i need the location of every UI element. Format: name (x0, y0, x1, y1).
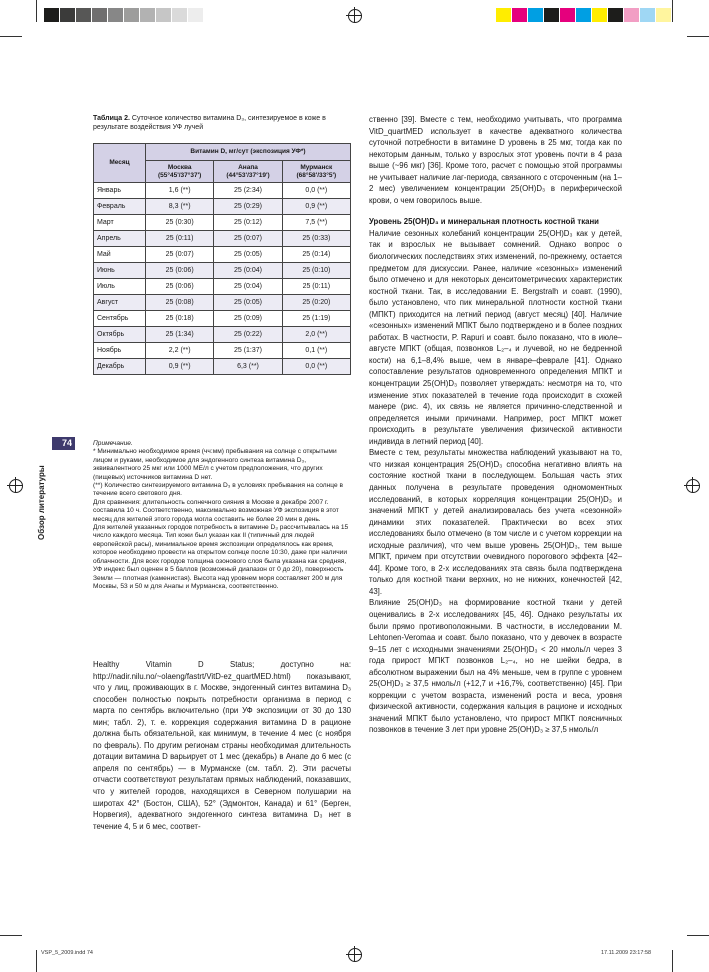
value-cell: 8,3 (**) (146, 199, 214, 215)
color-swatch (640, 8, 656, 22)
value-cell: 25 (1:19) (282, 311, 350, 327)
registration-mark-left-icon (9, 479, 23, 493)
month-cell: Март (94, 215, 146, 231)
crop-mark (36, 0, 37, 22)
color-calibration-bars (496, 8, 672, 22)
value-cell: 0,9 (**) (146, 359, 214, 375)
paragraph: ственно [39]. Вместе с тем, необходимо учитывать, что программа VitD_quartMED использует в качестве адекватного количества суточной потребности в витамине D уровень в 25 мкг, тогда как по некоторым данным, только у взрослых этот уровень почти в 4 раза выше (~96 мкг) [36]. Кроме того, расчет с помощью этой программы не учитывает наличие лаг-периода, связанного с отсроченным (на 1–2 мес) увеличением концентрации 25(OH)D₃ в периферической крови, о чем говорилось выше. (369, 115, 622, 205)
month-cell: Апрель (94, 231, 146, 247)
value-cell: 25 (0:06) (146, 263, 214, 279)
value-cell: 25 (0:30) (146, 215, 214, 231)
value-cell: 25 (0:06) (146, 279, 214, 295)
month-cell: Февраль (94, 199, 146, 215)
color-swatch (624, 8, 640, 22)
note-line: * Минимально необходимое время (чч:мм) пребывания на солнце с открытыми лицом и руками, необходимое для эндогенного синтеза витамина D₃, эквивалентного 25 мкг или 1000 МЕ/л с учетом предположения, что других (пищевых) источников витамина D нет. (93, 448, 337, 481)
value-cell: 25 (0:12) (214, 215, 282, 231)
table-row (94, 263, 351, 279)
crop-mark (0, 36, 22, 37)
color-swatch (656, 8, 672, 22)
table-row (94, 359, 351, 375)
month-cell: Ноябрь (94, 343, 146, 359)
table-row (94, 215, 351, 231)
value-cell: 2,0 (**) (282, 327, 350, 343)
color-swatch (544, 8, 560, 22)
color-swatch (528, 8, 544, 22)
crop-mark (36, 950, 37, 972)
table-row (94, 311, 351, 327)
month-cell: Январь (94, 183, 146, 199)
registration-mark-bottom-icon (348, 948, 362, 962)
paragraph: Наличие сезонных колебаний концентрации 25(OH)D₃ как у детей, так и взрослых не вызывает сомнений. Однако вопрос о биологических последствиях этих изменений, по-прежнему, остается предметом для дискуссии. Ранее, наличие «сезонных» изменений было отмечено и для некоторых денситометрических характеристик костной ткани. Так, в исследовании E. Bergstralh и соавт. (1990), было установлено, что пик минеральной плотности костной ткани (МПКТ) приходится на летний период (август месяц) [40]. Наличие «сезонных» изменений МПКТ было подтверждено и в более поздних работах. В частности, P. Rapuri и соавт. было показано, что в июле–августе МПКТ (общая, позвонков L₂–₄ и лучевой, но не бедренной кости) на 6,1–8,4% выше, чем в январе–феврале [41]. Однако сопоставление результатов одновременного определения МПКТ и концентрации 25(OH)D₃ позволяет утверждать: несмотря на то, что изменение этих показателей в течение года происходит в схожей манере (рис. 4), их связь не является причинно-следственной и определяется иными причинами. Например, рост МПКТ может происходить в результате увеличения физической активности индивида в летний период [40]. (369, 228, 622, 446)
value-cell: 25 (0:29) (214, 199, 282, 215)
month-cell: Август (94, 295, 146, 311)
color-swatch (496, 8, 512, 22)
crop-mark (672, 0, 673, 22)
footer-timestamp: 17.11.2009 23:17:58 (601, 950, 652, 956)
value-cell: 7,5 (**) (282, 215, 350, 231)
value-cell: 25 (0:18) (146, 311, 214, 327)
note-line: Для жителей указанных городов потребность в витамине D₃ рассчитывалась на 15 число каждого месяца. Тип кожи был указан как II (типичный для людей европейской расы), минимальное время экспозиции определялось как время, которое необходимо провести на открытом солнце после 10:30, даже при наличии облачности. Для всех городов толщина озонового слоя была указана как средняя, УФ индекс был оценен в 5 баллов (возможный диапазон от 0 до 20), поверхность Земли — плотная (каменистая). Высота над уровнем моря составляет 200 м для Москвы, 53 и 50 м для Анапы и Мурманска, соответственно. (93, 524, 349, 590)
value-cell: 25 (0:10) (282, 263, 350, 279)
header-city-murmansk: Мурманск (68°58'/33°5') (282, 161, 350, 183)
month-cell: Июнь (94, 263, 146, 279)
month-cell: Декабрь (94, 359, 146, 375)
gray-calibration-bars (44, 8, 204, 22)
value-cell: 25 (0:11) (146, 231, 214, 247)
registration-mark-right-icon (686, 479, 700, 493)
value-cell: 25 (0:07) (146, 247, 214, 263)
header-city-anapa: Анапа (44°53'/37°19') (214, 161, 282, 183)
value-cell: 25 (0:05) (214, 247, 282, 263)
note-line: Для сравнения: длительность солнечного сияния в Москве в декабре 2007 г. составила 10 ч. Соответственно, максимально возможная УФ экспозиция в этот месяц для жителей этого города могла составить не более 20 мин в день. (93, 498, 339, 523)
crop-mark (687, 935, 709, 936)
right-column-text (369, 114, 622, 736)
value-cell: 25 (1:37) (214, 343, 282, 359)
value-cell: 25 (0:09) (214, 311, 282, 327)
footer-file-info: VSP_5_2009.indd 74 (41, 950, 93, 956)
color-swatch (140, 8, 156, 22)
table-row (94, 183, 351, 199)
value-cell: 6,3 (**) (214, 359, 282, 375)
value-cell: 25 (0:11) (282, 279, 350, 295)
value-cell: 25 (1:34) (146, 327, 214, 343)
color-swatch (76, 8, 92, 22)
crop-mark (687, 36, 709, 37)
table-caption-number: Таблица 2. (93, 115, 130, 122)
month-cell: Сентябрь (94, 311, 146, 327)
note-line: Примечание. (93, 440, 133, 447)
value-cell: 1,6 (**) (146, 183, 214, 199)
table-row (94, 343, 351, 359)
table-row (94, 327, 351, 343)
paragraph: Влияние 25(OH)D₃ на формирование костной ткани у детей оценивались в 2-х исследованиях [45, 46]. Однако результаты их были прямо противоположными. В частности, в исследовании M. Lehtonen-Veromaa и соавт. было показано, что у девочек в возрасте 9–15 лет с исходными значениями 25(OH)D₃ < 20 нмоль/л через 3 года прирост МПКТ позвонков L₂–₄, но не шейки бедра, в абсолютном выражении был на 4% меньше, чем в группе с уровнем 25(OH)D₃ ≥ 37,5 нмоль/л (+12,7 и +16,7%, соответственно) [45]. При коррекции с учетом возраста, изменений роста и веса, уровня физической активности, содержания кальция в рационе и исходных значений МПКТ было установлено, что прирост МПКТ поясничных позвонков в течение 3 лет при уровне 25(OH)D₃ ≥ 37,5 нмоль/л (369, 598, 622, 735)
table-row (94, 295, 351, 311)
color-swatch (172, 8, 188, 22)
header-month: Месяц (94, 144, 146, 183)
paragraph: Healthy Vitamin D Status; доступно на: http://nadir.nilu.no/~olaeng/fastrt/VitD-ez_quartMED.html) показывают, что у лиц, проживающих в г. Москве, эндогенный синтез витамина D₃ способен полностью покрыть потребности организма в период с марта по сентябрь включительно (при УФ экспозиции от 30 до 130 мин; табл. 2), т. е. коррекция содержания витамина D в рационе должна быть обязательной, как минимум, в течение 4 мес (с ноября по февраль). По другим регионам страны необходимая длительность дотации витамина D варьирует от 1 мес (декабрь) в Анапе до 6 мес (с апреля по сентябрь) — в Мурманске (см. табл. 2). Эти расчеты отчасти соответствуют результатам прямых наблюдений, показавших, что у жителей городов, находящихся в Северном полушарии на широтах 42° (Бостон, США), 52° (Эдмонтон, Канада) и 61° (Берген, Норвегия), адекватного эндогенного синтеза витамина D₃ нет в течение 4, 5 и 6 мес, соответ- (93, 660, 351, 831)
color-swatch (608, 8, 624, 22)
color-swatch (108, 8, 124, 22)
table-notes (93, 440, 351, 591)
note-line: (**) Количество синтезируемого витамина D₃ в условиях пребывания на солнце в течение всего светового дня. (93, 482, 343, 498)
table-row (94, 247, 351, 263)
value-cell: 25 (0:07) (214, 231, 282, 247)
table-caption (93, 114, 351, 132)
color-swatch (156, 8, 172, 22)
value-cell: 25 (0:20) (282, 295, 350, 311)
color-swatch (576, 8, 592, 22)
color-swatch (92, 8, 108, 22)
value-cell: 0,9 (**) (282, 199, 350, 215)
header-vitamin-group: Витамин D, мг/сут (экспозиция УФ*) (146, 144, 351, 161)
color-swatch (44, 8, 60, 22)
month-cell: Июль (94, 279, 146, 295)
value-cell: 25 (0:22) (214, 327, 282, 343)
crop-mark (0, 935, 22, 936)
table-caption-text: Суточное количество витамина D₃, синтезируемое в коже в результате воздействия УФ лучей (93, 115, 326, 131)
month-cell: Май (94, 247, 146, 263)
table-row (94, 231, 351, 247)
color-swatch (124, 8, 140, 22)
registration-mark-top-icon (348, 9, 362, 23)
value-cell: 25 (0:04) (214, 279, 282, 295)
color-swatch (60, 8, 76, 22)
paragraph: Вместе с тем, результаты множества наблюдений указывают на то, что низкая концентрация 25(OH)D₃ способна негативно влиять на состояние костной ткани в последующем. Большая часть этих данных получена в результате проведения одномоментных исследований, в которых корреляция концентрации 25(OH)D₃ и значений МПКТ у детей анализировалась без учета «сезонной» динамики этих показателей. Практически во всех этих исследованиях было отмечено (в том числе и с учетом коррекции на исходные различия), что чем выше уровень 25(OH)D₃, тем выше МПКТ, причем при отсутствии очевидного порогового эффекта [42–44]. Кроме того, в 2-х исследованиях эта связь была подтверждена только для костной ткани верхних, но не нижних, конечностей [42, 43]. (369, 448, 622, 596)
value-cell: 25 (0:05) (214, 295, 282, 311)
vitamin-d-table (93, 143, 351, 375)
value-cell: 2,2 (**) (146, 343, 214, 359)
value-cell: 25 (0:08) (146, 295, 214, 311)
value-cell: 0,0 (**) (282, 359, 350, 375)
section-label: Обзор литературы (37, 465, 46, 540)
month-cell: Октябрь (94, 327, 146, 343)
color-swatch (592, 8, 608, 22)
section-heading: Уровень 25(OH)D₃ и минеральная плотность костной ткани (369, 217, 599, 227)
page-number: 74 (52, 437, 75, 450)
header-city-moscow: Москва (55°45'/37°37') (146, 161, 214, 183)
color-swatch (560, 8, 576, 22)
color-swatch (512, 8, 528, 22)
table-row (94, 279, 351, 295)
color-swatch (188, 8, 204, 22)
value-cell: 0,1 (**) (282, 343, 350, 359)
table-row (94, 199, 351, 215)
value-cell: 25 (0:33) (282, 231, 350, 247)
value-cell: 25 (0:04) (214, 263, 282, 279)
value-cell: 25 (0:14) (282, 247, 350, 263)
value-cell: 25 (2:34) (214, 183, 282, 199)
crop-mark (672, 950, 673, 972)
left-column-text (93, 659, 351, 832)
value-cell: 0,0 (**) (282, 183, 350, 199)
